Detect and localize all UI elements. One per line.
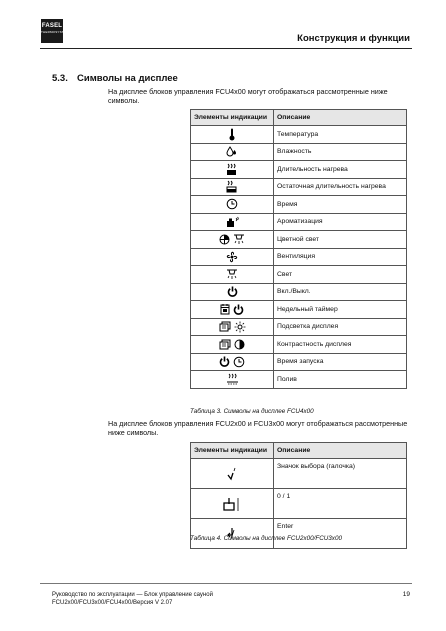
checkmark-select-icon [226,467,238,481]
footer-divider [40,583,412,584]
section-intro-fcu2x00: На дисплее блоков управления FCU2x00 и FCU3x00 могут отображаться рассмотренные ниже символы. [108,419,408,437]
table-caption: Таблица 4. Символы на дисплее FCU2x00/FCU3x00 [190,535,342,542]
table-row [191,283,407,301]
row-description: Ароматизация [274,213,407,231]
power-toggle-icon [222,496,242,512]
table-row [191,126,407,144]
row-description: Контрастность дисплея [274,336,407,354]
symbols-table-fcu2x00-fcu3x00 [190,442,407,549]
row-description: Длительность нагрева [274,161,407,179]
row-description: Недельный таймер [274,301,407,319]
table-row [191,336,407,354]
table-row [191,178,407,196]
header-divider [40,48,412,49]
light-icon [226,269,238,280]
row-description: Свет [274,266,407,284]
symbols-table-fcu4x00 [190,109,407,389]
fasel-logo [41,19,71,43]
logo-sub-text: THERMOSYSTEMS [41,30,71,34]
column-header-icon: Элементы индикации [191,110,274,126]
aroma-icon [226,216,239,228]
footer-line-2: FCU2x00/FCU3x00/FCU4x00/Версия V 2.07 [52,600,173,606]
row-description: 0 / 1 [274,489,407,519]
column-header-description: Описание [274,443,407,459]
row-description: Подсветка дисплея [274,318,407,336]
row-description: Вкл./Выкл. [274,283,407,301]
table-row [191,231,407,249]
row-description: Влажность [274,143,407,161]
sun-icon [234,321,246,333]
table-header-row [191,110,407,126]
lamp-icon [233,234,245,245]
header-title: Конструкция и функции [297,33,410,44]
table-row [191,213,407,231]
section-number: 5.3. [52,73,68,84]
table-row [191,143,407,161]
row-description: Полив [274,371,407,389]
row-description: Цветной свет [274,231,407,249]
row-description: Значок выбора (галочка) [274,459,407,489]
row-description: Температура [274,126,407,144]
page-number: 19 [402,591,410,598]
display-icon [219,321,231,332]
remaining-heating-icon [226,180,238,193]
row-description: Вентиляция [274,248,407,266]
table-row [191,248,407,266]
row-description: Остаточная длительность нагрева [274,178,407,196]
clock-icon [233,356,245,368]
footer-text [52,591,213,607]
table-row [191,196,407,214]
section-title: Символы на дисплее [77,73,178,84]
section-intro: На дисплее блоков управления FCU4x00 могут отображаться рассмотренные ниже символы. [108,87,388,105]
table-header-row [191,443,407,459]
row-description: Время запуска [274,353,407,371]
footer-line-1: Руководство по эксплуатации — Блок управление сауной [52,592,213,598]
infusion-icon [226,373,239,385]
contrast-icon [234,339,245,350]
thermometer-icon [228,128,236,141]
fan-icon [226,251,238,263]
table-row [191,161,407,179]
row-description: Enter [274,519,407,549]
table-row [191,353,407,371]
table-row [191,519,407,549]
row-description: Время [274,196,407,214]
table-caption: Таблица 3. Символы на дисплее FCU4x00 [190,408,314,415]
table-row [191,318,407,336]
power-icon [219,356,230,367]
table-row [191,266,407,284]
table-row [191,489,407,519]
clock-icon [226,198,238,210]
logo-main-text: FASEL [41,23,63,29]
color-wheel-icon [219,234,230,245]
calendar-icon [220,303,230,315]
heating-duration-icon [226,163,238,176]
power-icon [227,286,238,297]
table-row [191,371,407,389]
table-row [191,301,407,319]
power-icon [233,304,244,315]
table-row [191,459,407,489]
column-header-description: Описание [274,110,407,126]
column-header-icon: Элементы индикации [191,443,274,459]
display-icon [219,339,231,350]
humidity-icon [226,146,238,158]
